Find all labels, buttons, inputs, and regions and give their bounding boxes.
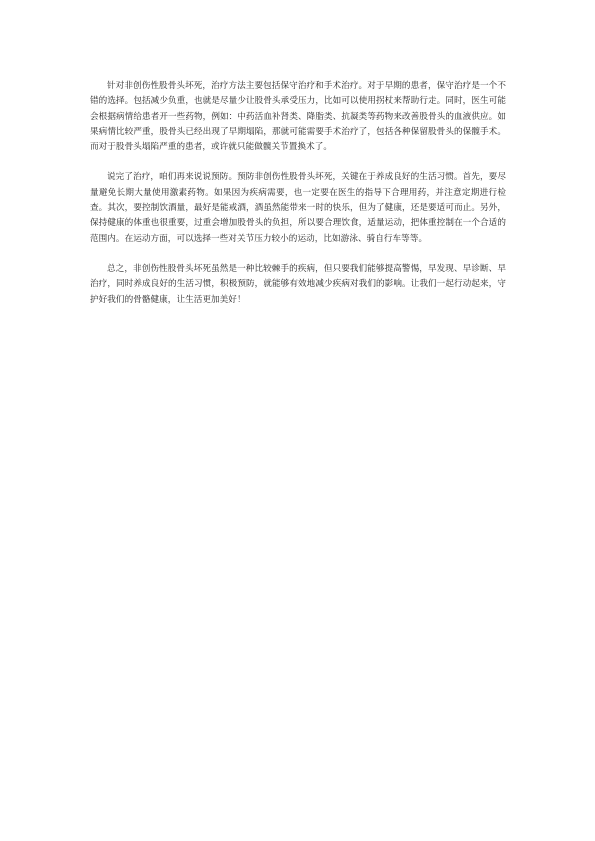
paragraph-prevention: 说完了治疗，咱们再来说说预防。预防非创伤性股骨头坏死，关键在于养成良好的生活习惯。首先，要尽量避免长期大量使用激素药物。如果因为疾病需要，也一定要在医生的指导下合理用药，并注意定期进行检查。其次，要控制饮酒量，最好是能戒酒，酒虽然能带来一时的快乐，但为了健康，还是要适可而止。另外，保持健康的体重也很重要，过重会增加股骨头的负担，所以要合理饮食，适量运动，把体重控制在一个合适的范围内。在运动方面，可以选择一些对关节压力较小的运动，比如游泳、骑自行车等等。 (90, 172, 506, 244)
document-body (90, 79, 506, 323)
paragraph-conclusion: 总之，非创伤性股骨头坏死虽然是一种比较棘手的疾病，但只要我们能够提高警惕，早发现、早诊断、早治疗，同时养成良好的生活习惯，积极预防，就能够有效地减少疾病对我们的影响。让我们一起行动起来，守护好我们的骨骼健康，让生活更加美好！ (90, 263, 506, 305)
paragraph-treatment: 针对非创伤性股骨头坏死，治疗方法主要包括保守治疗和手术治疗。对于早期的患者，保守治疗是一个不错的选择。包括减少负重，也就是尽量少让股骨头承受压力，比如可以使用拐杖来帮助行走。同时，医生可能会根据病情给患者开一些药物，例如：中药活血补肾类、降脂类、抗凝类等药物来改善股骨头的血液供应。如果病情比较严重，股骨头已经出现了早期塌陷，那就可能需要手术治疗了，包括各种保留股骨头的保髋手术。而对于股骨头塌陷严重的患者，或许就只能做髋关节置换术了。 (90, 81, 506, 153)
